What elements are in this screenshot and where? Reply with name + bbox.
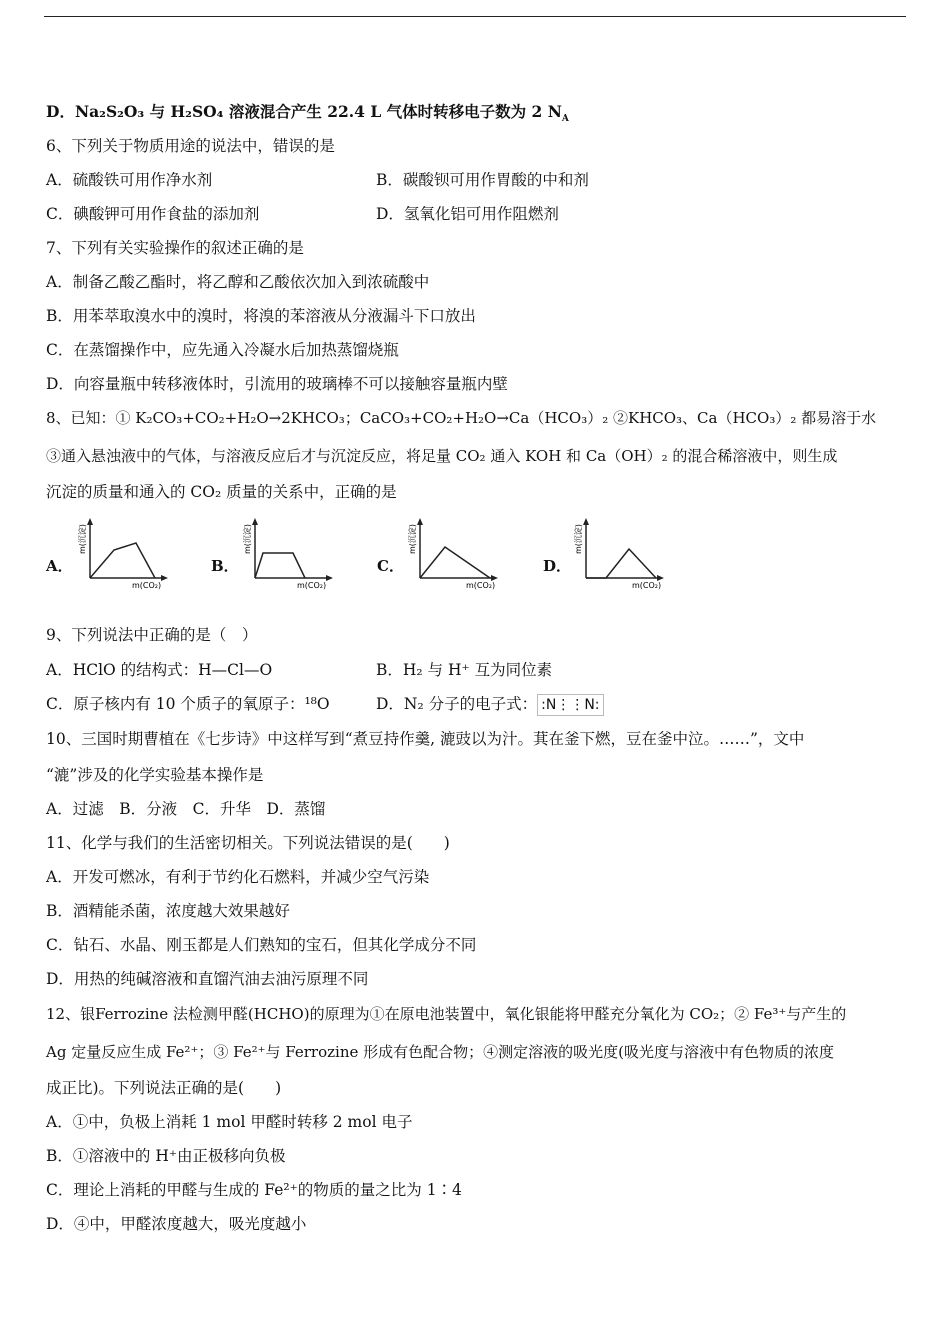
q6-options-cd (46, 204, 559, 224)
q6-option-a: A．硫酸铁可用作净水剂 (46, 171, 213, 189)
graph-a-ylabel: m(沉淀) (78, 523, 87, 554)
q9-option-a: A．HClO 的结构式：H—Cl—O (46, 661, 273, 679)
q12-stem-line2: Ag 定量反应生成 Fe²⁺；③ Fe²⁺与 Ferrozine 形成有色配合物；④测定溶液的吸光度(吸光度与溶液中有色物质的浓度 (46, 1043, 834, 1061)
q11-option-a: A．开发可燃冰，有利于节约化石燃料，并减少空气污染 (46, 868, 430, 886)
graph-c-xlabel: m(CO₂) (466, 581, 496, 590)
q6-option-c: C．碘酸钾可用作食盐的添加剂 (46, 205, 260, 223)
q7-option-a: A．制备乙酸乙酯时，将乙醇和乙酸依次加入到浓硫酸中 (46, 273, 430, 291)
q12-stem-line1: 12、银Ferrozine 法检测甲醛(HCHO)的原理为①在原电池装置中，氧化银能将甲醛充分氧化为 CO₂；② Fe³⁺与产生的 (46, 1005, 847, 1023)
q10-stem-line1: 10、三国时期曹植在《七步诗》中这样写到“煮豆持作羹, 漉豉以为汁。萁在釜下燃，豆在釜中泣。……”，文中 (46, 730, 805, 748)
graph-b (235, 515, 340, 590)
q8-stem-line1: 8、已知：① K₂CO₃+CO₂+H₂O→2KHCO₃；CaCO₃+CO₂+H₂O→Ca（HCO₃）₂ ②KHCO₃、Ca（HCO₃）₂ 都易溶于水 (46, 409, 877, 427)
q7-option-c: C．在蒸馏操作中，应先通入冷凝水后加热蒸馏烧瓶 (46, 341, 399, 359)
graph-a (70, 515, 175, 590)
q11-option-c: C．钻石、水晶、刚玉都是人们熟知的宝石，但其化学成分不同 (46, 936, 477, 954)
graph-b-xlabel: m(CO₂) (297, 581, 327, 590)
q9-option-d: D．N₂ 分子的电子式： :N⋮⋮N: (376, 694, 604, 716)
q12-stem-line3: 成正比)。下列说法正确的是( ) (46, 1079, 282, 1097)
top-rule (44, 16, 906, 17)
graph-c-ylabel: m(沉淀) (408, 523, 417, 554)
n2-electron-formula: :N⋮⋮N: (537, 694, 603, 716)
q7-option-d: D．向容量瓶中转移液体时，引流用的玻璃棒不可以接触容量瓶内壁 (46, 375, 508, 393)
q6-option-b: B．碳酸钡可用作胃酸的中和剂 (376, 171, 589, 189)
graph-d (566, 515, 674, 590)
q7-stem: 7、下列有关实验操作的叙述正确的是 (46, 239, 304, 257)
q6-stem: 6、下列关于物质用途的说法中，错误的是 (46, 137, 335, 155)
q11-stem: 11、化学与我们的生活密切相关。下列说法错误的是( ) (46, 834, 450, 852)
q6-option-d: D．氢氧化铝可用作阻燃剂 (376, 205, 559, 223)
graph-c (400, 515, 505, 590)
q7-option-b: B．用苯萃取溴水中的溴时，将溴的苯溶液从分液漏斗下口放出 (46, 307, 476, 325)
q9-stem: 9、下列说法中正确的是（ ） (46, 626, 258, 644)
q9-options-ab (46, 660, 553, 680)
q10-options: A．过滤 B．分液 C．升华 D．蒸馏 (46, 800, 326, 818)
graph-b-label: B． (211, 557, 239, 575)
graph-a-xlabel: m(CO₂) (132, 581, 162, 590)
q10-stem-line2: “漉”涉及的化学实验基本操作是 (46, 766, 264, 784)
q11-option-b: B．酒精能杀菌，浓度越大效果越好 (46, 902, 290, 920)
q5-option-d: D．Na₂S₂O₃ 与 H₂SO₄ 溶液混合产生 22.4 L 气体时转移电子数为 2 $N_A$ (46, 102, 569, 125)
graph-b-ylabel: m(沉淀) (243, 523, 252, 554)
q12-option-b: B．①溶液中的 H⁺由正极移向负极 (46, 1147, 286, 1165)
q9-options-cd (46, 694, 600, 714)
q11-option-d: D．用热的纯碱溶液和直馏汽油去油污原理不同 (46, 970, 369, 988)
q8-stem-line3: 沉淀的质量和通入的 CO₂ 质量的关系中，正确的是 (46, 483, 397, 501)
graph-d-xlabel: m(CO₂) (632, 581, 662, 590)
graph-c-label: C． (377, 557, 404, 575)
graph-a-label: A． (46, 557, 73, 575)
q9-option-b: B．H₂ 与 H⁺ 互为同位素 (376, 661, 553, 679)
q9-option-c: C．原子核内有 10 个质子的氧原子：¹⁸O (46, 695, 330, 713)
q12-option-c: C．理论上消耗的甲醛与生成的 Fe²⁺的物质的量之比为 1∶4 (46, 1181, 462, 1199)
q8-stem-line2: ③通入悬浊液中的气体，与溶液反应后才与沉淀反应，将足量 CO₂ 通入 KOH 和 Ca（OH）₂ 的混合稀溶液中，则生成 (46, 447, 838, 465)
graph-d-ylabel: m(沉淀) (574, 523, 583, 554)
q6-options-ab (46, 170, 589, 190)
q12-option-d: D．④中，甲醛浓度越大，吸光度越小 (46, 1215, 307, 1233)
graph-d-label: D． (543, 557, 572, 575)
q12-option-a: A．①中，负极上消耗 1 mol 甲醛时转移 2 mol 电子 (46, 1113, 413, 1131)
